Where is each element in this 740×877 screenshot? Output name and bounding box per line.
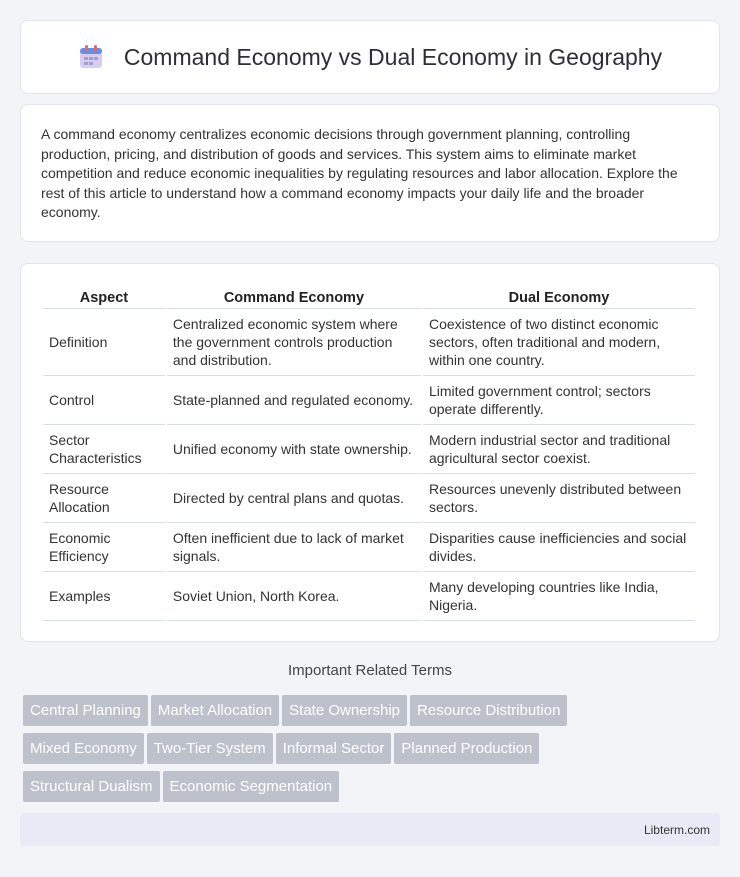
row-command: Soviet Union, North Korea. xyxy=(167,572,421,621)
tag-central-planning[interactable]: Central Planning xyxy=(23,695,148,726)
row-dual: Coexistence of two distinct economic sectors, often traditional and modern, within one country. xyxy=(423,309,695,376)
table-row xyxy=(43,474,695,523)
row-command: Unified economy with state ownership. xyxy=(167,425,421,474)
table-row xyxy=(43,572,695,621)
row-dual: Modern industrial sector and traditional agricultural sector coexist. xyxy=(423,425,695,474)
row-aspect: Economic Efficiency xyxy=(43,523,165,572)
row-aspect: Definition xyxy=(43,309,165,376)
related-terms-list xyxy=(23,695,723,809)
row-aspect: Sector Characteristics xyxy=(43,425,165,474)
header-command-economy: Command Economy xyxy=(167,286,421,309)
table-row xyxy=(43,523,695,572)
tag-economic-segmentation[interactable]: Economic Segmentation xyxy=(163,771,340,802)
row-command: Centralized economic system where the government controls production and distribution. xyxy=(167,309,421,376)
page-title: Command Economy vs Dual Economy in Geography xyxy=(123,43,663,70)
row-dual: Many developing countries like India, Nigeria. xyxy=(423,572,695,621)
row-aspect: Control xyxy=(43,376,165,425)
tag-structural-dualism[interactable]: Structural Dualism xyxy=(23,771,160,802)
row-command: Often inefficient due to lack of market signals. xyxy=(167,523,421,572)
header-aspect: Aspect xyxy=(43,286,165,309)
tag-two-tier-system[interactable]: Two-Tier System xyxy=(147,733,273,764)
row-aspect: Resource Allocation xyxy=(43,474,165,523)
table-row xyxy=(43,309,695,376)
title-card xyxy=(20,20,720,94)
row-command: Directed by central plans and quotas. xyxy=(167,474,421,523)
related-terms-title: Important Related Terms xyxy=(288,662,452,679)
intro-card xyxy=(20,104,720,242)
intro-text: A command economy centralizes economic decisions through government planning, controlling production, pricing, and distribution of goods and services. This system aims to eliminate market competition and reduce economic inequalities by regulating resources and labor allocation. Explore the rest of this article to understand how a command economy impacts your daily life and the broader economy. xyxy=(41,126,678,220)
tag-informal-sector[interactable]: Informal Sector xyxy=(276,733,392,764)
row-command: State-planned and regulated economy. xyxy=(167,376,421,425)
row-dual: Resources unevenly distributed between sectors. xyxy=(423,474,695,523)
table-row xyxy=(43,376,695,425)
row-dual: Disparities cause inefficiencies and social divides. xyxy=(423,523,695,572)
row-dual: Limited government control; sectors operate differently. xyxy=(423,376,695,425)
header-dual-economy: Dual Economy xyxy=(423,286,695,309)
tag-state-ownership[interactable]: State Ownership xyxy=(282,695,407,726)
tag-planned-production[interactable]: Planned Production xyxy=(394,733,539,764)
comparison-table-card xyxy=(20,263,720,642)
footer-site-link[interactable]: Libterm.com xyxy=(643,822,710,837)
tag-mixed-economy[interactable]: Mixed Economy xyxy=(23,733,144,764)
table-header-row xyxy=(43,286,695,309)
tag-market-allocation[interactable]: Market Allocation xyxy=(151,695,279,726)
calendar-icon xyxy=(78,44,104,70)
table-row xyxy=(43,425,695,474)
footer xyxy=(20,813,720,846)
comparison-table xyxy=(41,286,697,621)
row-aspect: Examples xyxy=(43,572,165,621)
tag-resource-distribution[interactable]: Resource Distribution xyxy=(410,695,567,726)
